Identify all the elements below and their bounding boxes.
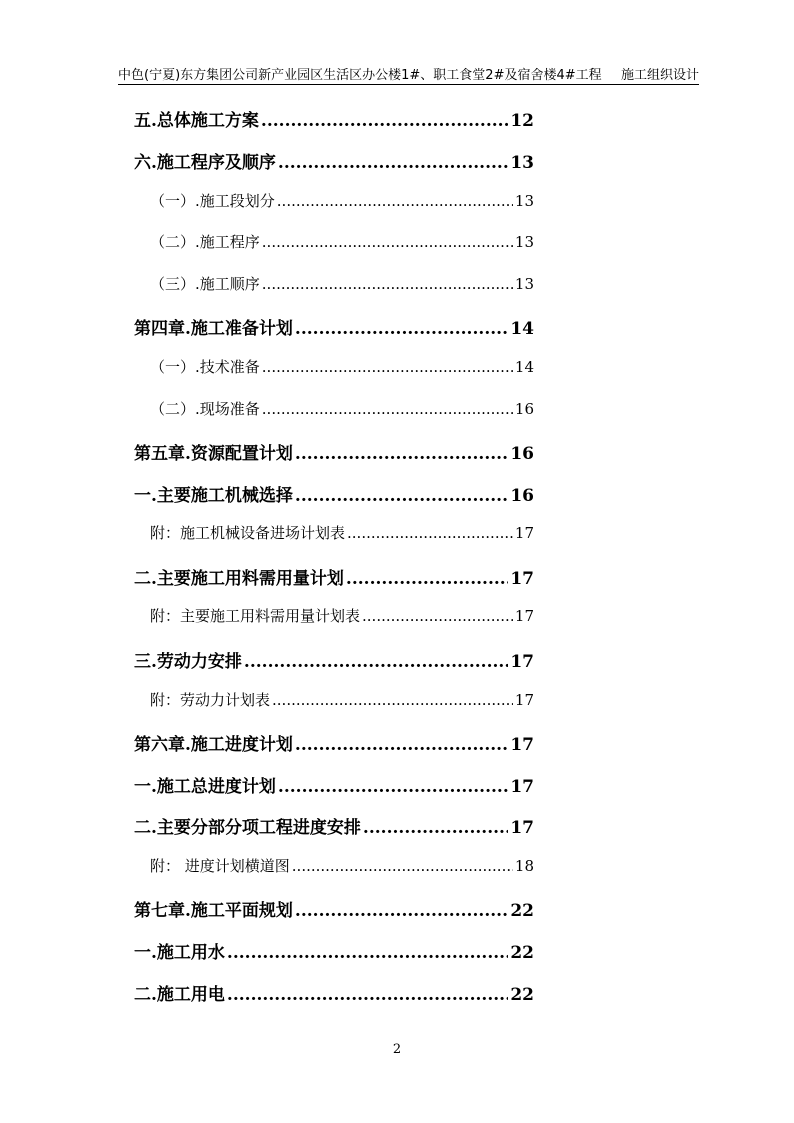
- toc-entry-page: 12: [510, 111, 534, 131]
- toc-entry-page: 17: [510, 652, 534, 672]
- toc-entry[interactable]: [134, 481, 534, 507]
- toc-entry-page: 13: [514, 233, 534, 251]
- toc-entry-title: （二）.施工程序: [150, 233, 260, 251]
- toc-entry-page: 22: [510, 901, 534, 921]
- toc-entry-title: 第五章.资源配置计划: [134, 444, 293, 464]
- toc-entry-page: 16: [514, 400, 534, 418]
- toc-entry-title: 二.施工用电: [134, 985, 225, 1005]
- toc-entry-title: 附： 进度计划横道图: [150, 857, 290, 875]
- toc-leader-dots: [261, 111, 508, 131]
- toc-entry-page: 16: [510, 444, 534, 464]
- toc-entry-page: 16: [510, 486, 534, 506]
- page-number: 2: [392, 1042, 402, 1057]
- toc-leader-dots: [362, 607, 513, 625]
- toc-entry[interactable]: [134, 439, 534, 465]
- toc-entry[interactable]: [150, 231, 534, 257]
- toc-entry-title: （一）.技术准备: [150, 358, 260, 376]
- toc-entry[interactable]: [134, 980, 534, 1006]
- toc-entry-title: 第七章.施工平面规划: [134, 901, 293, 921]
- toc-entry-title: （三）.施工顺序: [150, 275, 260, 293]
- toc-entry[interactable]: [134, 730, 534, 756]
- toc-entry-title: 附：劳动力计划表: [150, 691, 271, 709]
- toc-entry-page: 13: [514, 192, 534, 210]
- toc-leader-dots: [295, 319, 508, 339]
- toc-leader-dots: [295, 735, 508, 755]
- toc-entry-page: 14: [514, 358, 534, 376]
- toc-entry-page: 22: [510, 985, 534, 1005]
- toc-leader-dots: [262, 358, 513, 376]
- toc-entry-page: 17: [510, 818, 534, 838]
- toc-leader-dots: [262, 400, 513, 418]
- toc-entry-title: （一）.施工段划分: [150, 192, 275, 210]
- toc-entry-title: 三.劳动力安排: [134, 652, 242, 672]
- toc-leader-dots: [227, 943, 508, 963]
- toc-entry[interactable]: [134, 772, 534, 798]
- toc-entry-page: 18: [514, 857, 534, 875]
- toc-entry-title: 附：主要施工用料需用量计划表: [150, 607, 361, 625]
- toc-entry[interactable]: [134, 647, 534, 673]
- toc-entry[interactable]: [134, 896, 534, 922]
- toc-entry[interactable]: [134, 938, 534, 964]
- toc-leader-dots: [363, 818, 508, 838]
- toc-leader-dots: [277, 192, 513, 210]
- toc-entry-page: 17: [514, 607, 534, 625]
- header-project-title: 中色(宁夏)东方集团公司新产业园区生活区办公楼1#、职工食堂2#及宿舍楼4#工程: [118, 68, 602, 83]
- toc-leader-dots: [295, 901, 508, 921]
- toc-entry[interactable]: [150, 605, 534, 631]
- toc-leader-dots: [262, 275, 513, 293]
- toc-entry-title: 附：施工机械设备进场计划表: [150, 524, 346, 542]
- toc-leader-dots: [278, 777, 508, 797]
- toc-entry[interactable]: [150, 356, 534, 382]
- toc-entry-page: 17: [510, 735, 534, 755]
- toc-leader-dots: [347, 524, 513, 542]
- toc-entry[interactable]: [134, 564, 534, 590]
- toc-leader-dots: [244, 652, 508, 672]
- toc-entry[interactable]: [150, 689, 534, 715]
- toc-leader-dots: [278, 153, 508, 173]
- toc-entry[interactable]: [150, 190, 534, 216]
- toc-entry-page: 17: [514, 691, 534, 709]
- header-document-type: 施工组织设计: [620, 68, 699, 83]
- toc-entry-page: 17: [510, 777, 534, 797]
- toc-entry-title: 一.施工用水: [134, 943, 225, 963]
- toc-entry-page: 13: [510, 153, 534, 173]
- toc-leader-dots: [262, 233, 513, 251]
- toc-entry-title: 五.总体施工方案: [134, 111, 259, 131]
- toc-leader-dots: [295, 444, 508, 464]
- toc-entry[interactable]: [134, 106, 534, 132]
- toc-entry-page: 17: [514, 524, 534, 542]
- toc-entry[interactable]: [150, 398, 534, 424]
- toc-entry-title: 六.施工程序及顺序: [134, 153, 276, 173]
- toc-entry[interactable]: [150, 522, 534, 548]
- toc-entry[interactable]: [150, 855, 534, 881]
- toc-entry-title: 第六章.施工进度计划: [134, 735, 293, 755]
- toc-leader-dots: [227, 985, 508, 1005]
- toc-entry-page: 22: [510, 943, 534, 963]
- toc-leader-dots: [292, 857, 513, 875]
- toc-leader-dots: [272, 691, 513, 709]
- toc-entry-title: 二.主要施工用料需用量计划: [134, 569, 344, 589]
- toc-entry-title: 一.施工总进度计划: [134, 777, 276, 797]
- toc-entry-title: 第四章.施工准备计划: [134, 319, 293, 339]
- toc-entry-title: （二）.现场准备: [150, 400, 260, 418]
- toc-entry[interactable]: [134, 148, 534, 174]
- toc-entry-page: 17: [510, 569, 534, 589]
- toc-entry[interactable]: [134, 314, 534, 340]
- toc-entry[interactable]: [150, 273, 534, 299]
- toc-entry-page: 14: [510, 319, 534, 339]
- toc-entry-title: 二.主要分部分项工程进度安排: [134, 818, 361, 838]
- toc-entry-page: 13: [514, 275, 534, 293]
- toc-leader-dots: [295, 486, 508, 506]
- toc-entry[interactable]: [134, 813, 534, 839]
- toc-leader-dots: [346, 569, 508, 589]
- toc-entry-title: 一.主要施工机械选择: [134, 486, 293, 506]
